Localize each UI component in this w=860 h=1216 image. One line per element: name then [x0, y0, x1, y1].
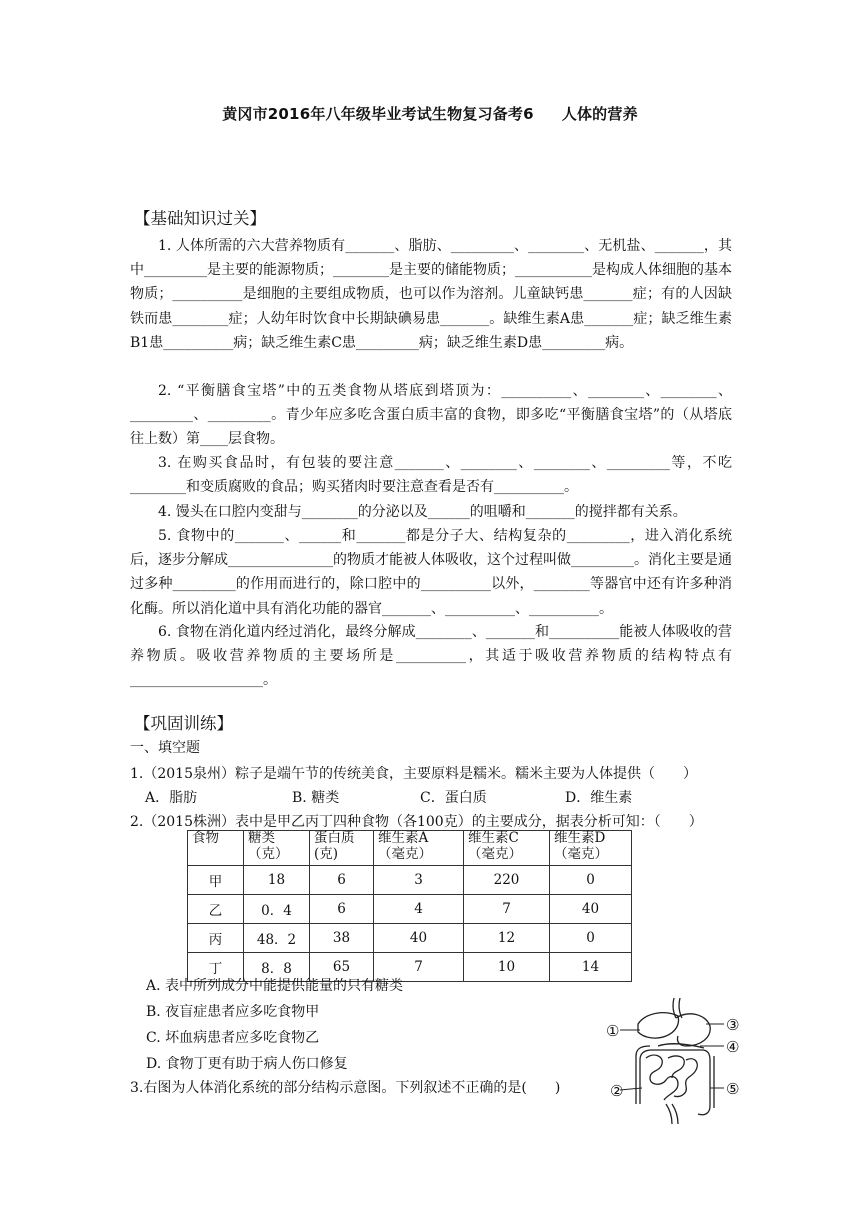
table-row [188, 924, 632, 953]
table-cell: 48．2 [244, 924, 310, 953]
q2-option-d: D. 食物丁更有助于病人伤口修复 [146, 1056, 348, 1072]
table-header-cell: 维生素D （毫克） [550, 831, 632, 866]
paragraph-3: 3. 在购买食品时，有包装的要注意_______、________、________、_________等，不吃________和变质腐败的食品；购买猪肉时要注意查看是否有__________。 [130, 455, 732, 496]
table-cell: 3 [374, 866, 464, 895]
table-cell: 6 [310, 866, 374, 895]
table-cell: 0．4 [244, 895, 310, 924]
q1-option-c: C．蛋白质 [420, 790, 487, 806]
table-cell: 38 [310, 924, 374, 953]
table-cell: 12 [464, 924, 550, 953]
q2-option-c: C. 坏血病患者应多吃食物乙 [146, 1030, 320, 1046]
paragraph-4: 4. 馒头在口腔内变甜与________的分泌以及______的咀嚼和_______的搅拌都有关系。 [158, 504, 687, 520]
section-practice-heading: 【巩固训练】 [134, 714, 233, 733]
title-main: 黄冈市2016年八年级毕业考试生物复习备考6 [222, 105, 534, 123]
table-cell: 丙 [188, 924, 244, 953]
diagram-label-5: ⑤ [726, 1080, 740, 1098]
table-cell: 40 [374, 924, 464, 953]
paragraph-1: 1. 人体所需的六大营养物质有_______、脂肪、_________、________、无机盐、_______，其中_________是主要的能源物质；________是主要的储能物质；___________是构成人体细胞的基本物质；__________是细胞的主要组成物质，也可以作为溶剂。儿童缺钙患_______症；有的人因缺铁而患________症；人幼年时饮食中长期缺碘易患_______。缺维生素A患_______症；缺乏维生素B1患__________病；缺乏维生素C患_________病；缺乏维生素D患_________病。 [130, 238, 732, 351]
q1-option-b: B. 糖类 [292, 790, 340, 806]
table-cell: 10 [464, 953, 550, 982]
table-cell: 18 [244, 866, 310, 895]
nutrition-table [187, 830, 632, 982]
table-cell: 6 [310, 895, 374, 924]
page-title [0, 103, 860, 124]
table-row [188, 895, 632, 924]
table-header-row [188, 831, 632, 866]
section-basic-heading: 【基础知识过关】 [134, 209, 266, 228]
question-1-stem: 1.（2015泉州）粽子是端午节的传统美食，主要原料是糯米。糯米主要为人体提供（ ） [130, 766, 697, 782]
diagram-label-1: ① [606, 1022, 620, 1040]
table-cell: 7 [464, 895, 550, 924]
table-header-cell: 维生素C （毫克） [464, 831, 550, 866]
table-cell: 8．8 [244, 953, 310, 982]
q1-option-a: A．脂肪 [145, 790, 198, 806]
diagram-label-4: ④ [726, 1038, 740, 1056]
q2-option-b: B. 夜盲症患者应多吃食物甲 [146, 1004, 320, 1020]
table-cell: 7 [374, 953, 464, 982]
table-cell: 65 [310, 953, 374, 982]
table-cell: 0 [550, 924, 632, 953]
subheading-fill-blank: 一、填空题 [130, 740, 200, 756]
question-3-stem: 3.右图为人体消化系统的部分结构示意图。下列叙述不正确的是( ) [130, 1080, 561, 1096]
question-2-stem: 2.（2015株洲）表中是甲乙丙丁四种食物（各100克）的主要成分，据表分析可知：（ ） [130, 814, 703, 830]
diagram-label-3: ③ [726, 1016, 740, 1034]
title-topic: 人体的营养 [561, 105, 638, 123]
paragraph-6: 6. 食物在消化道内经过消化，最终分解成________、_______和__________能被人体吸收的营养物质。吸收营养物质的主要场所是__________，其适于吸收营养物质的结构特点有___________________。 [130, 624, 732, 689]
diagram-label-2: ② [610, 1082, 624, 1100]
paragraph-5: 5. 食物中的_______、______和_______都是分子大、结构复杂的_________，进入消化系统后，逐步分解成_______________的物质才能被人体吸收，这个过程叫做_________。消化主要是通过多种_________的作用而进行的，除口腔中的__________以外，________等器官中还有许多种消化酶。所以消化道中具有消化功能的器官_______、__________、__________。 [130, 528, 732, 617]
table-header-cell: 糖类 （克） [244, 831, 310, 866]
table-cell: 40 [550, 895, 632, 924]
table-cell: 0 [550, 866, 632, 895]
q1-option-d: D．维生素 [565, 790, 633, 806]
table-cell: 甲 [188, 866, 244, 895]
table-header-cell: 蛋白质 (克) [310, 831, 374, 866]
table-header-cell: 维生素A （毫克） [374, 831, 464, 866]
q2-option-a: A. 表中所列成分中能提供能量的只有糖类 [146, 978, 404, 994]
table-cell: 丁 [188, 953, 244, 982]
digestive-system-diagram [606, 996, 746, 1126]
table-cell: 乙 [188, 895, 244, 924]
paragraph-2: 2. “平衡膳食宝塔”中的五类食物从塔底到塔顶为：__________、________、________、_________、_________。青少年应多吃含蛋白质丰富的食物，即多吃“平衡膳食宝塔”的（从塔底往上数）第____层食物。 [130, 383, 732, 448]
table-cell: 4 [374, 895, 464, 924]
table-header-cell: 食物 [188, 831, 244, 866]
table-cell: 14 [550, 953, 632, 982]
table-cell: 220 [464, 866, 550, 895]
table-row [188, 866, 632, 895]
